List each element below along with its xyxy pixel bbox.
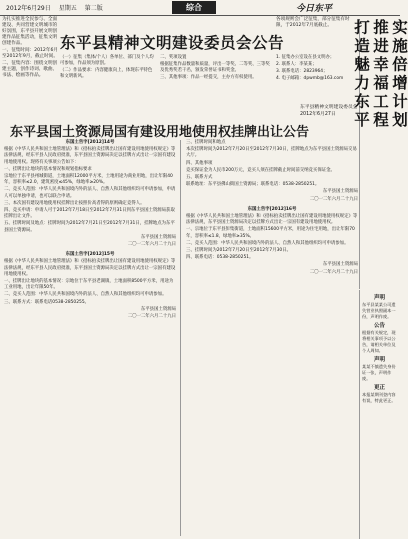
notice-title: 声明 [373, 357, 385, 363]
paragraph: 三、挂牌时间和地点 [186, 140, 226, 145]
paragraph: 根据《中华人民共和国土地管理法》和《招标拍卖挂牌出让国有建设用地使用权规定》等法律法规，经东平县人民政府批准，东平县国土资源局决定以挂牌方式出让一宗国有建设用地使用权。现将有关事项公告如下： [4, 147, 176, 165]
lead-paragraph: 一、征集时间：2012年6月至2012年9月，截止时间。 [2, 48, 58, 59]
notice-title: 更正 [373, 385, 385, 391]
side-notices [359, 290, 399, 539]
notice-title: 公告 [373, 323, 385, 329]
notice-text: 东平县某某公司遗失营业执照副本一份，声明作废。 [362, 302, 396, 319]
paragraph: 本次挂牌时间为2012年7月20日至2012年7月30日，挂牌地点为东平县国土资源局交易大厅。 [186, 147, 357, 159]
issue-date-text: 二〇一二年六月二十九日 [309, 269, 358, 275]
lead-paragraph: 为扎实推进全民参与、全面建设、共同营建文明城市的好氛围，东平县开展文明创建作品征集活动，征集文明创建作品。 [2, 17, 58, 46]
paragraph: （二）作品要求：内容健康向上，体现东平特色和文明新风。 [60, 68, 153, 79]
notice-text: 本报某期刊登内容有误，特此更正。 [362, 392, 396, 403]
notice-number: 东国土告字[2012]16号 [247, 206, 297, 212]
notice-text: 根据有关规定，现将相关事项予以公告，请相关单位及个人周知。 [362, 330, 396, 353]
notice-text: 某某不慎遗失身份证一张，声明作废。 [362, 364, 396, 381]
issuer: 东平县国土资源局 [140, 234, 176, 240]
issuer: 东平县国土资源局 [140, 306, 176, 312]
top-story-col-2 [160, 55, 270, 82]
paragraph: 四、竞买申请：申请人可于2012年7月18日至2012年7月31日到东平县国土资源局获取挂牌出让文件。 [4, 208, 175, 220]
lead-paragraph: 二、征集内容：围绕文明创建主题，创作诗词、歌曲、书法、绘画等作品。 [2, 61, 58, 78]
paragraph: 二、奖项设置 [160, 55, 187, 60]
issue-date-text: 二〇一二年六月二十九日 [309, 196, 358, 202]
issue-date-text: 二〇一二年六月二十九日 [127, 242, 176, 248]
paragraph: 一、挂牌出让地块的基本情况和规划指标要求 [4, 166, 92, 172]
paragraph: 1. 征集办公室设在县文明办； [276, 55, 335, 60]
paragraph: 二、竞买人范围：中华人民共和国境内外的法人、自然人和其他组织均可申请参加。 [186, 240, 349, 246]
paragraph: 根据征集作品数量和质量，评出一等奖、二等奖、三等奖及优秀奖若干名，颁发荣誉证书和奖金。 [160, 62, 270, 73]
issuer: 东平县国土资源局 [322, 189, 358, 195]
paragraph: 根据《中华人民共和国土地管理法》和《招标拍卖挂牌出让国有建设用地使用权规定》等法律法规，东平县国土资源局决定以挂牌方式出让一宗国有建设用地使用权。 [186, 214, 358, 226]
paragraph: 五、挂牌时间及地点：挂牌时间为2012年7月21日至2012年7月31日，挂牌地点为东平县国土资源局。 [4, 221, 175, 233]
land-notice-left-column [4, 140, 176, 536]
top-story-col-3 [276, 55, 356, 83]
notice-number: 东国土告字[2012]15号 [65, 252, 115, 258]
section-label: 综合 [172, 1, 216, 14]
issue-date: 2012年6月29日 [6, 5, 51, 12]
top-story-intro: 各项规则会广泛征集，部分征集有时限，于2012年7月底截止。 [276, 17, 350, 28]
issuer: 东平县国土资源局 [322, 262, 358, 268]
paragraph: 联系地址：东平县佛山街国土资源局；联系电话：0538-2850251。 [186, 182, 320, 188]
slogan-line: 推进幸福工程 [371, 19, 389, 130]
slogan-line: 打造魅力东平 [352, 19, 370, 130]
notice-title: 声明 [373, 295, 385, 301]
paragraph: 三、联系方式：联系电话0538-2850255。 [4, 299, 90, 305]
notice-number: 东国土告字[2012]14号 [65, 140, 115, 145]
page-header [0, 0, 400, 16]
top-story-signature: 东平县精神文明建设委员会 2012年6月27日 [300, 105, 358, 117]
paragraph: 四、联系电话：0538-2850251。 [186, 255, 254, 261]
land-notice-right-column [186, 140, 358, 536]
top-story [0, 17, 358, 117]
paragraph: 二、竞买人范围：中华人民共和国境内外的法人、自然人和其他组织均可申请参加。 [4, 292, 167, 298]
paragraph: 三、挂牌时间为2012年7月20日至2012年7月30日。 [186, 248, 291, 254]
paragraph: 4. 电子邮箱：dpwmb@163.com [276, 76, 344, 81]
issue-weekday: 星期五 [58, 5, 77, 12]
paragraph: 2. 联系人：李某某； [276, 62, 317, 67]
land-notice-body [2, 140, 358, 536]
paragraph: 三、其他事项：作品一经提交，主办方有权使用。 [160, 75, 257, 80]
paragraph: 五、联系方式 [186, 175, 213, 181]
paragraph: 根据《中华人民共和国土地管理法》和《招标拍卖挂牌出让国有建设用地使用权规定》等法律法规，经东平县人民政府批准，东平县国土资源局决定以挂牌方式出让一宗国有建设用地使用权。 [4, 259, 176, 277]
issue-date-text: 二〇一二年六月二十九日 [127, 314, 176, 320]
paragraph: 四、其他事项 [186, 160, 213, 166]
paragraph: 竞买保证金为人民币200万元，竞买人须在挂牌截止时间前交纳竞买保证金。 [186, 167, 335, 173]
column-divider [180, 140, 181, 536]
slogan-line: 实施倍增计划 [390, 19, 408, 130]
page-number: 第二版 [84, 5, 103, 12]
paragraph: 一、宗地位于东平县彭集街道，土地面积15600平方米，用途为住宅用地，出让年限70年，容积率≤1.8，绿地率≥35%。 [186, 227, 355, 239]
land-notice-headline: 东平县国土资源局国有建设用地使用权挂牌出让公告 [10, 125, 310, 140]
newspaper-logo: 今日东平 [296, 4, 333, 14]
vertical-slogan [352, 19, 408, 289]
paragraph: 一、挂牌出让地块的基本情况：宗地位于东平县老湖镇，土地面积8500平方米，用途为工业用地，出让年限50年。 [4, 279, 174, 291]
paragraph: 宗地位于东平县州城街道，土地面积12000平方米，土地用途为商业用地，出让年限40年，容积率≤2.0，建筑密度≤45%，绿地率≥20%。 [4, 174, 173, 186]
top-story-headline: 东平县精神文明建设委员会公告 [60, 34, 285, 52]
paragraph: （一）征集（集体/个人）各单位、部门及个人均可参加，作品须为原创。 [60, 55, 154, 66]
paragraph: 三、本次国有建设用地使用权挂牌出让按照价高者得的原则确定竞得人。 [4, 200, 145, 206]
top-story-col-1 [60, 55, 156, 81]
paragraph: 二、竞买人范围：中华人民共和国境内外的法人、自然人和其他组织均可申请参加，申请人可以单独申请，也可以联合申请。 [4, 187, 176, 199]
paragraph: 3. 联系电话：2823964； [276, 69, 328, 74]
